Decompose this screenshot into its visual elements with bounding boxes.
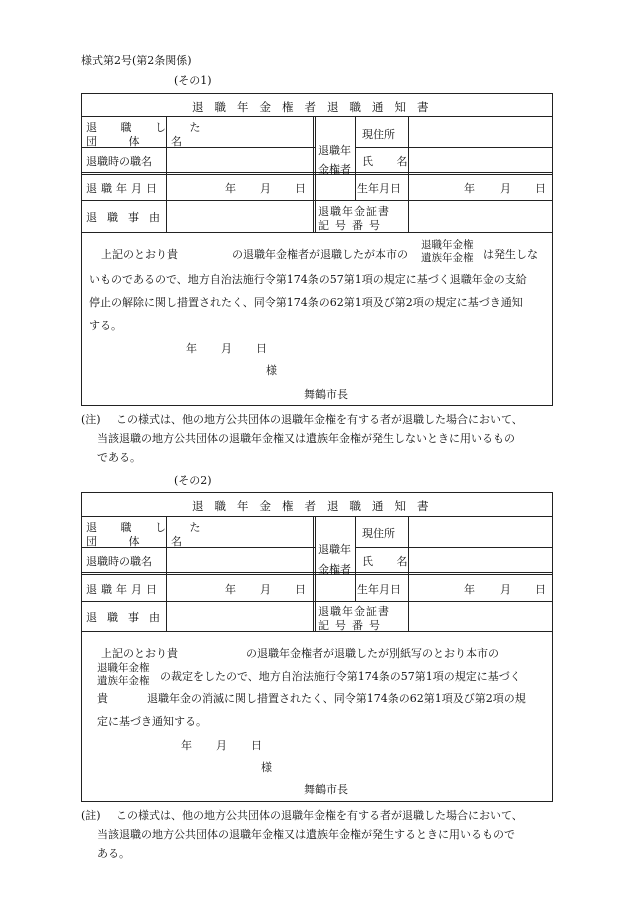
form1-note-line3: である。 [97,451,141,464]
form2-label-date: 退職年月日 [86,583,161,596]
form1-subtitle: (その1) [174,74,212,87]
form1-sign-month: 月 [221,342,232,355]
form2-label-pensioner-1: 退職年 [318,543,351,556]
form2-retire-day: 日 [295,583,306,596]
form2-retire-year: 年 [225,583,236,596]
form2-subtitle: (その2) [174,474,212,487]
form2-label-address: 現住所 [362,527,395,540]
form2-title: 退職年金権者退職通知書 [192,499,440,513]
form2-body-line3b: 退職年金の消滅に関し措置されたく、同令第174条の62第1項及び第2項の規 [147,692,526,705]
form1-label-name: 氏 名 [362,155,418,168]
form1-retire-day: 日 [295,182,306,195]
form2-body-mid: の退職年金権者が退職したが別紙写のとおり本市の [246,647,499,660]
form2-label-retiree-org-1: 退 職 し た [86,521,211,534]
form1-sign-day: 日 [256,342,267,355]
form2-label-retiree-org-2: 団 体 名 [86,535,196,548]
form2-note-mark: (註) [81,809,101,822]
form2-label-birth: 生年月日 [357,583,401,596]
form1-sama: 様 [266,364,277,377]
form-number: 様式第2号(第2条関係) [81,54,192,67]
form1-birth-year: 年 [464,182,475,195]
form2-retire-month: 月 [260,583,271,596]
form1-label-pensioner-1: 退職年 [318,144,351,157]
form1-label-retiree-org-2: 団 体 名 [86,135,196,148]
form2-sign-year: 年 [181,739,192,752]
form2-sama: 様 [261,761,272,774]
form1-sign-year: 年 [186,342,197,355]
form2-label-cert-2: 記号番号 [318,619,386,632]
form1-label-address: 現住所 [362,128,395,141]
form1-label-position: 退職時の職名 [86,155,152,168]
form2-label-reason: 退職事由 [86,611,170,624]
form1-retire-year: 年 [225,182,236,195]
form1-body-pre: 上記のとおり貴 [101,248,178,261]
form2-body-pre: 上記のとおり貴 [101,647,178,660]
form1-birth-day: 日 [535,182,546,195]
form2-pension-retire: 退職年金権 [97,662,150,674]
form2-birth-year: 年 [464,583,475,596]
form2-mayor: 舞鶴市長 [304,783,348,796]
form2-sign-month: 月 [216,739,227,752]
form2-note-line3: ある。 [97,847,130,860]
form2-label-cert-1: 退職年金証書 [318,605,390,618]
form1-note-line2: 当該退職の地方公共団体の退職年金権又は遺族年金権が発生しないときに用いるもの [97,432,515,445]
form1-label-birth: 生年月日 [357,182,401,195]
form2-body-line2: の裁定をしたので、地方自治法施行令第174条の57第1項の規定に基づく [160,670,521,683]
form1-label-cert-1: 退職年金証書 [318,205,390,218]
form1-note-mark: (注) [81,413,101,426]
form1-body-mid: の退職年金権者が退職したが本市の [232,248,408,261]
form1-pension-survivor: 遺族年金権 [421,252,474,264]
form2-pension-survivor: 遺族年金権 [97,675,150,687]
form1-retire-month: 月 [260,182,271,195]
form1-body-line2: いものであるので、地方自治法施行令第174条の57第1項の規定に基づく退職年金の支給 [89,273,527,286]
form2-body-line4: 定に基づき通知する。 [97,715,207,728]
form1-body-line3: 停止の解除に関し措置されたく、同令第174条の62第1項及び第2項の規定に基づき通知 [89,296,523,309]
form1-label-cert-2: 記号番号 [318,219,386,232]
form2-note-line1: この様式は、他の地方公共団体の退職年金権を有する者が退職した場合において、 [116,809,523,822]
form1-pension-retire: 退職年金権 [421,239,474,251]
form1-birth-month: 月 [500,182,511,195]
form2-note-line2: 当該退職の地方公共団体の退職年金権又は遺族年金権が発生するときに用いるもので [97,828,515,841]
form2-label-position: 退職時の職名 [86,555,152,568]
form2-label-name: 氏 名 [362,555,418,568]
form2-sign-day: 日 [251,739,262,752]
form2-birth-month: 月 [500,583,511,596]
form2-body-line3a: 貴 [97,692,108,705]
form1-body-line4: する。 [89,319,122,332]
form1-body-post: は発生しな [483,248,538,261]
form1-note-line1: この様式は、他の地方公共団体の退職年金権を有する者が退職した場合において、 [116,413,523,426]
form1-label-date: 退職年月日 [86,182,161,195]
form1-mayor: 舞鶴市長 [304,388,348,401]
form1-label-retiree-org-1: 退 職 し た [86,121,211,134]
form1-label-reason: 退職事由 [86,211,170,224]
form1-title: 退職年金権者退職通知書 [192,100,440,114]
form1-label-pensioner-2: 金権者 [318,163,351,176]
form2-label-pensioner-2: 金権者 [318,563,351,576]
form2-birth-day: 日 [535,583,546,596]
